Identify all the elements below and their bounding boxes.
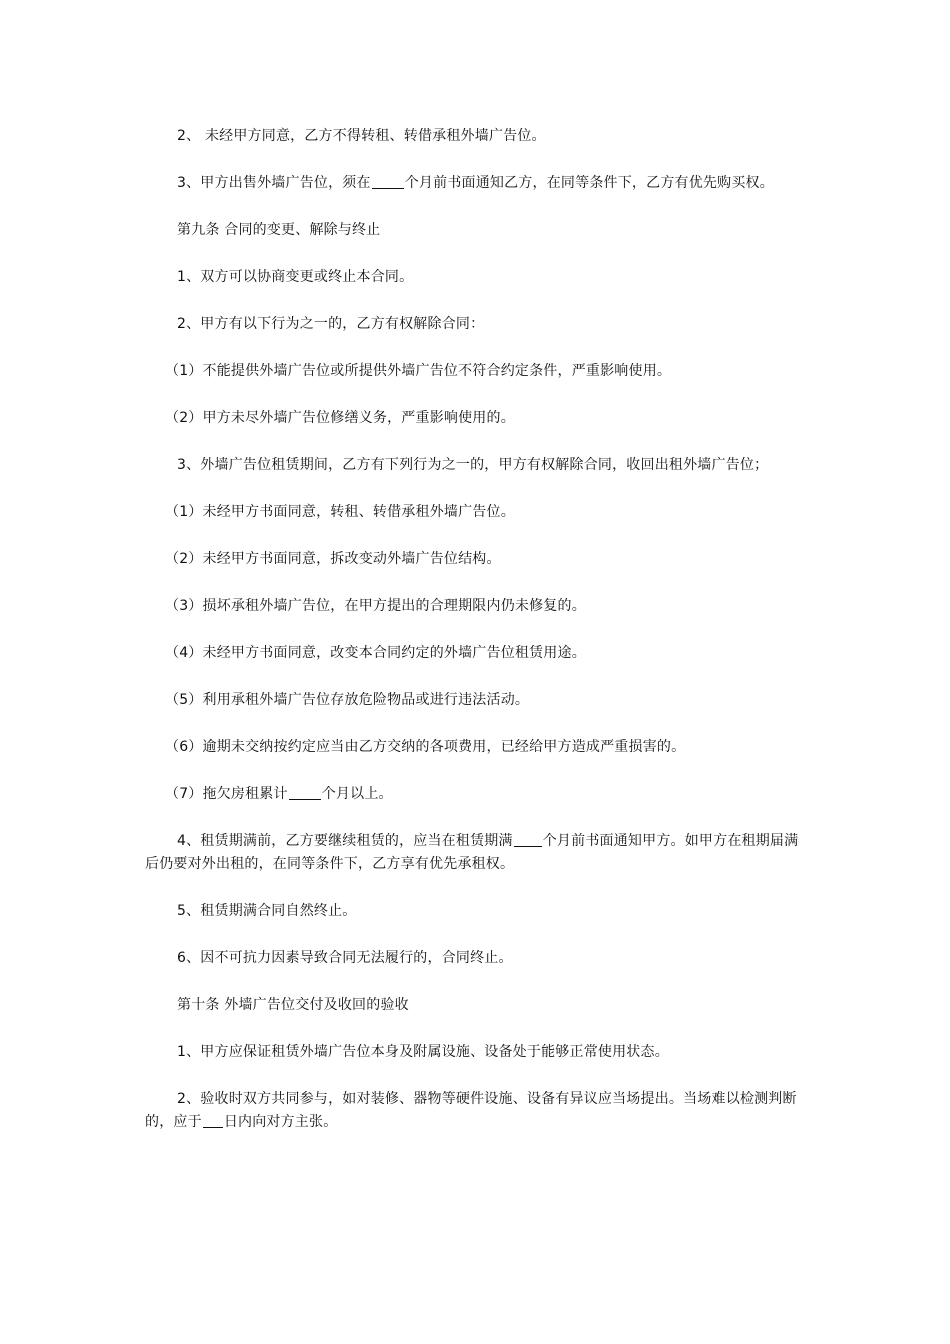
clause-text: 个月前书面通知甲方。如甲方在租期届满后仍要对外出租的，在同等条件下，乙方享有优先承租权。 <box>145 833 799 872</box>
section-heading: 第九条 合同的变更、解除与终止 <box>177 222 381 238</box>
sub-clause-paragraph: （4）未经甲方书面同意，改变本合同约定的外墙广告位租赁用途。 <box>165 645 586 661</box>
document-body <box>145 125 810 1158</box>
clause-paragraph: 6、因不可抗力因素导致合同无法履行的，合同终止。 <box>177 950 513 966</box>
sub-clause-paragraph: （2）未经甲方书面同意，拆改变动外墙广告位结构。 <box>165 551 501 567</box>
clause-text: 3、甲方出售外墙广告位，须在 <box>177 175 371 191</box>
fill-in-blank <box>203 1113 223 1128</box>
clause-paragraph <box>145 1088 810 1134</box>
clause-text: 4、租赁期满前，乙方要继续租赁的，应当在租赁期满 <box>177 833 513 849</box>
clause-paragraph <box>145 172 810 195</box>
clause-paragraph: 3、外墙广告位租赁期间，乙方有下列行为之一的，甲方有权解除合同，收回出租外墙广告位； <box>177 457 769 473</box>
clause-text: 个月前书面通知乙方，在同等条件下，乙方有优先购买权。 <box>404 175 774 191</box>
sub-clause-paragraph <box>145 783 810 806</box>
clause-paragraph: 1、甲方应保证租赁外墙广告位本身及附属设施、设备处于能够正常使用状态。 <box>177 1044 669 1060</box>
sub-clause-paragraph: （3）损坏承租外墙广告位，在甲方提出的合理期限内仍未修复的。 <box>165 598 586 614</box>
clause-text: 个月以上。 <box>321 786 393 802</box>
sub-clause-paragraph: （5）利用承租外墙广告位存放危险物品或进行违法活动。 <box>165 692 530 708</box>
sub-clause-paragraph: （6）逾期未交纳按约定应当由乙方交纳的各项费用，已经给甲方造成严重损害的。 <box>165 739 686 755</box>
clause-text: 日内向对方主张。 <box>223 1114 338 1130</box>
clause-text: 2、验收时双方共同参与，如对装修、器物等硬件设施、设备有异议应当场提出。当场难以检测判断的，应于 <box>145 1091 797 1130</box>
clause-paragraph: 2、甲方有以下行为之一的，乙方有权解除合同： <box>177 316 485 332</box>
clause-paragraph <box>145 830 810 876</box>
fill-in-blank <box>289 785 321 800</box>
fill-in-blank <box>372 174 404 189</box>
clause-paragraph: 2、 未经甲方同意，乙方不得转租、转借承租外墙广告位。 <box>177 128 546 144</box>
sub-clause-paragraph: （1）未经甲方书面同意，转租、转借承租外墙广告位。 <box>165 504 515 520</box>
sub-clause-paragraph: （1）不能提供外墙广告位或所提供外墙广告位不符合约定条件，严重影响使用。 <box>165 363 672 379</box>
clause-text: （7）拖欠房租累计 <box>165 786 288 802</box>
clause-paragraph: 5、租赁期满合同自然终止。 <box>177 903 357 919</box>
fill-in-blank <box>514 832 542 847</box>
section-heading: 第十条 外墙广告位交付及收回的验收 <box>177 997 409 1013</box>
clause-paragraph: 1、双方可以协商变更或终止本合同。 <box>177 269 414 285</box>
sub-clause-paragraph: （2）甲方未尽外墙广告位修缮义务，严重影响使用的。 <box>165 410 515 426</box>
